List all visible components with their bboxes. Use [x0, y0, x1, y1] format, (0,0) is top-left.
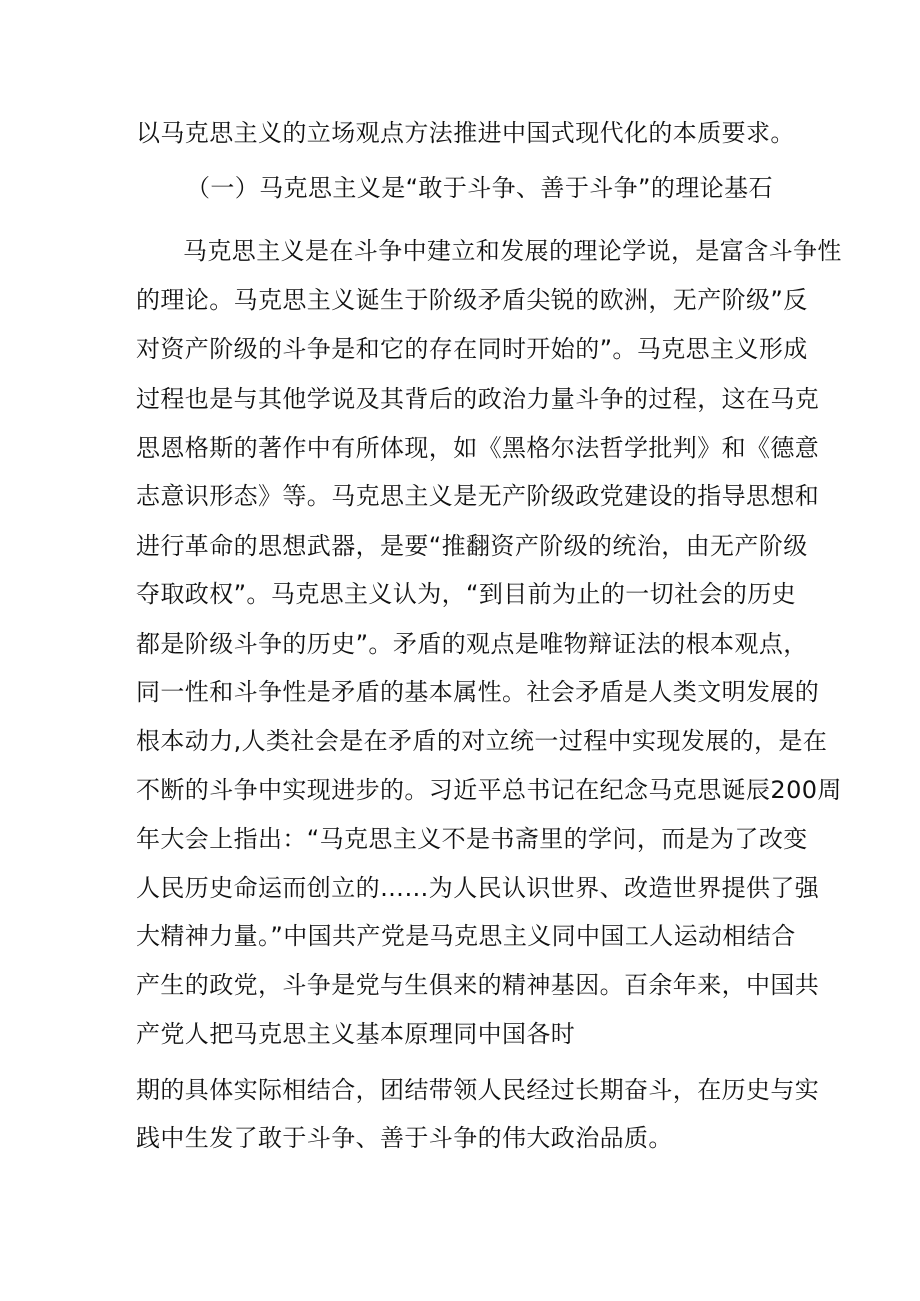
paragraph-line: 的理论。马克思主义诞生于阶级矛盾尖锐的欧洲，无产阶级”反: [136, 286, 808, 314]
intro-line: 以马克思主义的立场观点方法推进中国式现代化的本质要求。: [136, 119, 795, 147]
paragraph-line: 大精神力量。”中国共产党是马克思主义同中国工人运动相结合: [136, 922, 796, 950]
paragraph-line: 都是阶级斗争的历史”。矛盾的观点是唯物辩证法的根本观点，: [136, 630, 808, 658]
paragraph-line: 对资产阶级的斗争是和它的存在同时开始的”。马克思主义形成: [136, 335, 808, 363]
paragraph-line: 同一性和斗争性是矛盾的基本属性。社会矛盾是人类文明发展的: [136, 678, 820, 706]
paragraph-line: 产党人把马克思主义基本原理同中国各时: [136, 1020, 576, 1048]
paragraph-line: 期的具体实际相结合，团结带领人民经过长期奋斗，在历史与实: [136, 1076, 820, 1104]
paragraph-line: 不断的斗争中实现进步的。习近平总书记在纪念马克思诞辰200周: [136, 776, 842, 804]
paragraph-line: 年大会上指出：“马克思主义不是书斋里的学问，而是为了改变: [136, 825, 808, 853]
paragraph-line: 根本动力,人类社会是在矛盾的对立统一过程中实现发展的，是在: [136, 727, 828, 755]
paragraph-line: 过程也是与其他学说及其背后的政治力量斗争的过程，这在马克: [136, 385, 820, 413]
paragraph-line: 进行革命的思想武器，是要“推翻资产阶级的统治，由无产阶级: [136, 532, 808, 560]
paragraph-line: 夺取政权”。马克思主义认为，“到目前为止的一切社会的历史: [136, 580, 797, 608]
paragraph-line: 产生的政党，斗争是党与生俱来的精神基因。百余年来，中国共: [136, 971, 820, 999]
paragraph-line: 志意识形态》等。马克思主义是无产阶级政党建设的指导思想和: [136, 482, 820, 510]
paragraph-line: 践中生发了敢于斗争、善于斗争的伟大政治品质。: [136, 1124, 673, 1152]
paragraph-line: 人民历史命运而创立的……为人民认识世界、改造世界提供了强: [136, 874, 820, 902]
paragraph-line: 马克思主义是在斗争中建立和发展的理论学说，是富含斗争性: [183, 237, 842, 265]
paragraph-line: 思恩格斯的著作中有所体现，如《黑格尔法哲学批判》和《德意: [136, 434, 820, 462]
section-heading: （一）马克思主义是“敢于斗争、善于斗争”的理论基石: [186, 174, 773, 202]
